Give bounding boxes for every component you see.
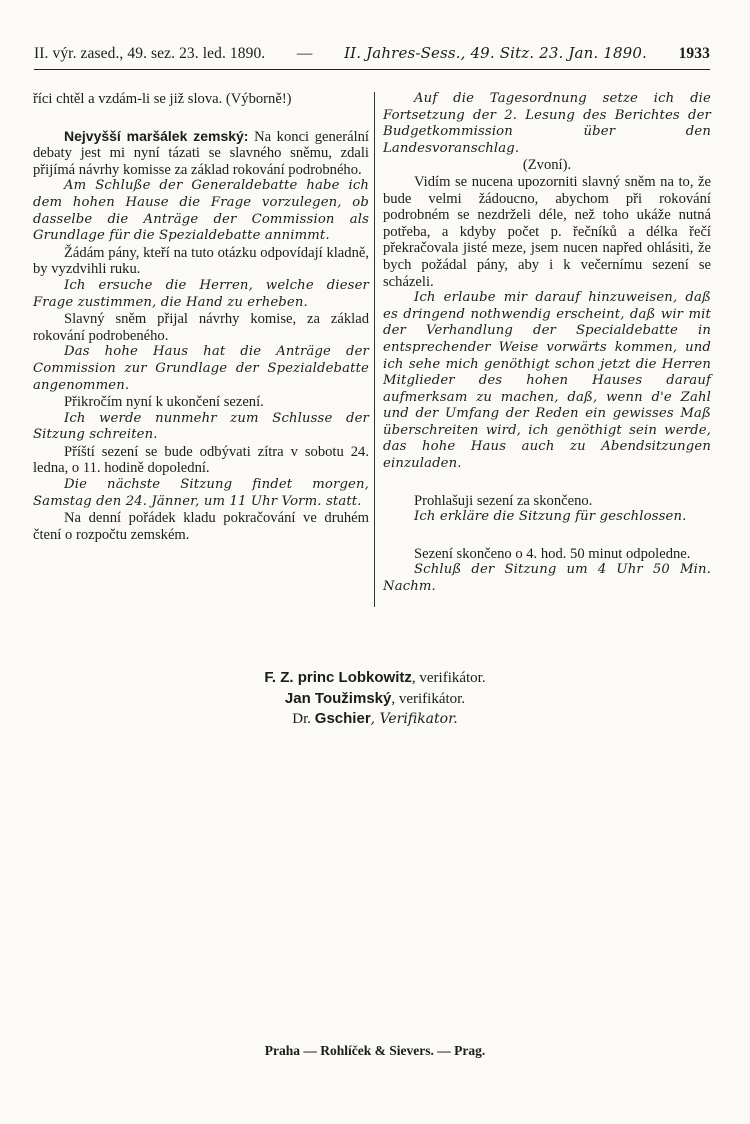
signatory-prefix: Dr. bbox=[292, 711, 315, 727]
paragraph: Sezení skončeno o 4. hod. 50 minut odpoledne. bbox=[414, 545, 691, 562]
page-number: 1933 bbox=[678, 45, 710, 62]
paragraph: Am Schluße der Generaldebatte habe ich dem hohen Hause die Frage vorzulegen, ob dasselbe die Anträge der Commission als Grundlage für die Spezialdebatte annimmt. bbox=[33, 178, 369, 244]
running-head bbox=[34, 44, 710, 70]
paragraph: Příští sezení se bude odbývati zítra v sobotu 24. ledna, o 11. hodině dopolední. bbox=[33, 443, 369, 477]
signature-line bbox=[0, 689, 750, 710]
right-column bbox=[383, 91, 711, 596]
paragraph: Slavný sněm přijal návrhy komise, za základ rokování podrobeného. bbox=[33, 311, 369, 344]
signature-block bbox=[0, 668, 750, 730]
signatory-name: Jan Toužimský bbox=[284, 689, 392, 707]
signatory-role: , verifikátor. bbox=[411, 670, 486, 686]
paragraph: Schluß der Sitzung um 4 Uhr 50 Min. Nachm. bbox=[383, 562, 711, 595]
running-head-separator: — bbox=[296, 45, 313, 62]
signature-line bbox=[0, 668, 750, 689]
paragraph: Ich erlaube mir darauf hinzuweisen, daß es dringend nothwendig erscheint, daß wir mit der Verhandlung der Specialdebatte in entsprechender Weise vorwärts kommen, und ich sehe mich genöthigt schon jetzt die Herren Mitglieder des hohen Hauses darauf aufmerksam zu machen, daß, wenn d'e Zahl und der Umfang der Reden ein gewisses Maß überschreiten wird, ich genöthigt sein werde, das hohe Haus auch zu Abendsitzungen einzuladen. bbox=[383, 290, 711, 472]
paragraph-stage-direction: (Zvoní). bbox=[522, 157, 572, 174]
printer-imprint: Praha — Rohlíček & Sievers. — Prag. bbox=[264, 1043, 486, 1058]
signatory-name: Gschier bbox=[314, 710, 371, 727]
paragraph: Ich ersuche die Herren, welche dieser Frage zustimmen, die Hand zu erheben. bbox=[33, 277, 369, 310]
speaker-name: Nejvyšší maršálek zemský: bbox=[64, 127, 249, 144]
paragraph: Ich erkläre die Sitzung für geschlossen. bbox=[414, 509, 687, 525]
running-head-czech: II. výr. zased., 49. sez. 23. led. 1890. bbox=[34, 45, 266, 62]
paragraph: Auf die Tagesordnung setze ich die Fortsetzung der 2. Lesung des Berichtes der Budgetkommission über den Landesvoranschlag. bbox=[383, 91, 711, 156]
paragraph: Na denní pořádek kladu pokračování ve druhém čtení o rozpočtu zemském. bbox=[33, 510, 369, 543]
paragraph: Das hohe Haus hat die Anträge der Commission zur Grundlage der Spezialdebatte angenommen. bbox=[33, 344, 369, 393]
column-divider bbox=[374, 92, 375, 607]
paragraph: Prohlašuji sezení za skončeno. bbox=[414, 492, 593, 509]
signatory-role: , Verifikator. bbox=[370, 711, 458, 727]
paragraph: Přikročím nyní k ukončení sezení. bbox=[64, 394, 264, 411]
paragraph: Žádám pány, kteří na tuto otázku odpovídají kladně, by vyzdvihli ruku. bbox=[33, 244, 369, 278]
paragraph-speaker bbox=[33, 128, 369, 179]
signatory-name: F. Z. princ Lobkowitz bbox=[264, 669, 412, 686]
speaker-text: Na konci generální debaty jest mi nyní tázati se slavného sněmu, zdali přijímá návrhy komisse za základ rokování podrobného. bbox=[33, 128, 369, 178]
signatory-role: , verifikátor. bbox=[391, 690, 466, 707]
paragraph: Die nächste Sitzung findet morgen, Samstag den 24. Jänner, um 11 Uhr Vorm. statt. bbox=[33, 477, 369, 509]
running-head-german: II. Jahres-Sess., 49. Sitz. 23. Jan. 1890. bbox=[344, 44, 647, 62]
paragraph: říci chtěl a vzdám-li se již slova. (Výborně!) bbox=[33, 91, 292, 107]
left-column bbox=[33, 91, 369, 543]
paragraph: Ich werde nunmehr zum Schlusse der Sitzung schreiten. bbox=[33, 410, 369, 443]
signature-line bbox=[0, 709, 750, 730]
paragraph: Vidím se nucena upozorniti slavný sněm na to, že bude velmi žádoucno, abychom při rokování podrobném se nezdrželi déle, než toho ukáže nutná potřeba, a kdyby počet p. řečníků a délka řečí překračovala jisté meze, jsem nucen napřed ohlásiti, že bych požádal pány, aby i k večernímu sezení se scházeli. bbox=[383, 173, 711, 290]
